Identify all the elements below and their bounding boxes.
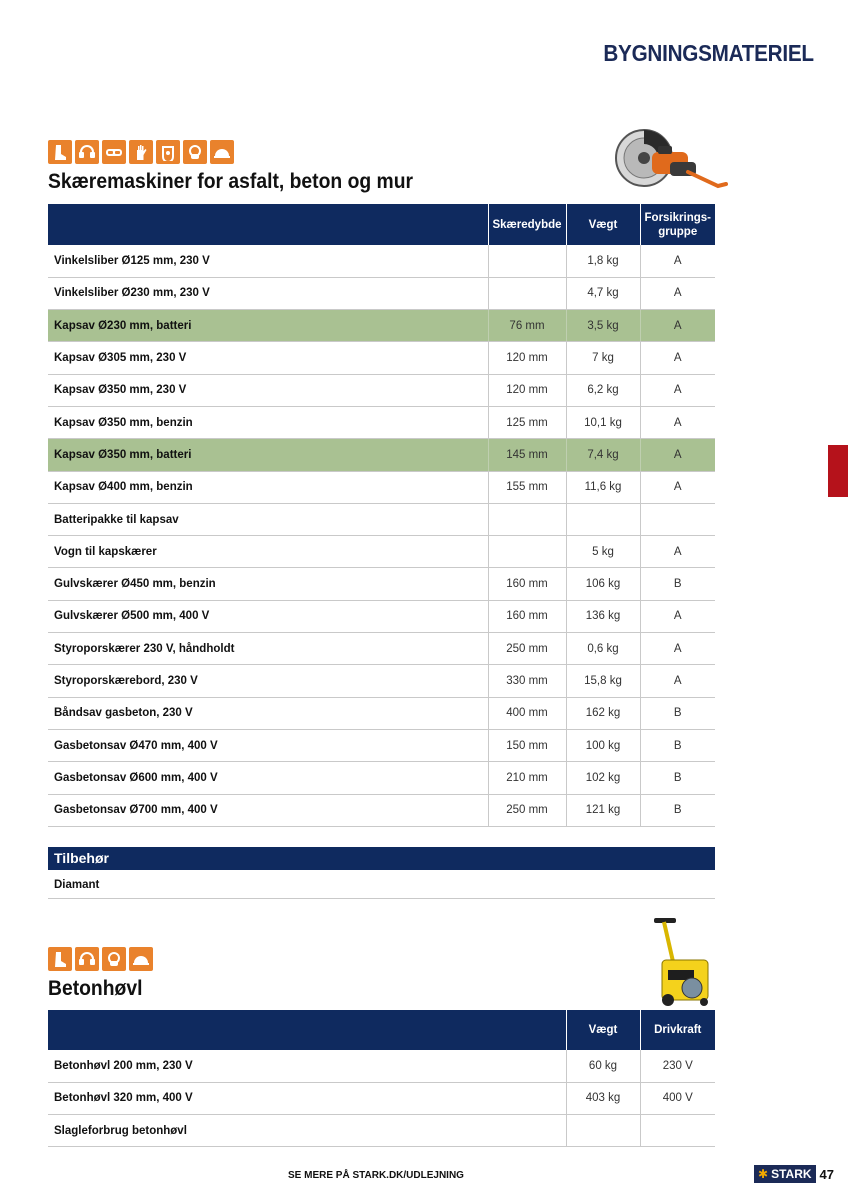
- header-cutting-depth: Skæredybde: [488, 204, 566, 245]
- table-row: [48, 1082, 715, 1114]
- table-row: [48, 633, 715, 665]
- product-name-cell: Batteripakke til kapsav: [48, 503, 488, 535]
- safety-icons-row: [48, 140, 234, 164]
- safety-icons-row-2: [48, 947, 153, 971]
- table-row: [48, 245, 715, 277]
- concrete-planer-table: [48, 1010, 715, 1147]
- cutting-depth-cell: 120 mm: [488, 374, 566, 406]
- insurance-group-cell: [640, 503, 715, 535]
- cutting-depth-cell: 250 mm: [488, 794, 566, 826]
- accessory-item: Diamant: [48, 871, 715, 899]
- table-row: [48, 536, 715, 568]
- weight-cell: 4,7 kg: [566, 277, 640, 309]
- insurance-group-cell: A: [640, 245, 715, 277]
- weight-cell: 11,6 kg: [566, 471, 640, 503]
- cutting-depth-cell: 400 mm: [488, 697, 566, 729]
- weight-cell: 5 kg: [566, 536, 640, 568]
- product-name-cell: Styroporskærebord, 230 V: [48, 665, 488, 697]
- cutting-depth-cell: 125 mm: [488, 406, 566, 438]
- respirator-icon: [102, 947, 126, 971]
- product-name-cell: Styroporskærer 230 V, håndholdt: [48, 633, 488, 665]
- boots-icon: [48, 947, 72, 971]
- weight-cell: 6,2 kg: [566, 374, 640, 406]
- cutting-depth-cell: 160 mm: [488, 600, 566, 632]
- insurance-group-cell: A: [640, 277, 715, 309]
- stark-star-icon: ✱: [758, 1167, 769, 1181]
- product-name-cell: Gasbetonsav Ø600 mm, 400 V: [48, 762, 488, 794]
- weight-cell: 15,8 kg: [566, 665, 640, 697]
- weight-cell: [566, 503, 640, 535]
- respirator-icon: [183, 140, 207, 164]
- table-row: [48, 439, 715, 471]
- weight-cell: 3,5 kg: [566, 310, 640, 342]
- insurance-group-cell: A: [640, 471, 715, 503]
- cutting-depth-cell: 155 mm: [488, 471, 566, 503]
- product-name-cell: Gasbetonsav Ø700 mm, 400 V: [48, 794, 488, 826]
- cutting-depth-cell: [488, 245, 566, 277]
- product-name-cell: Betonhøvl 320 mm, 400 V: [48, 1082, 566, 1114]
- weight-cell: 162 kg: [566, 697, 640, 729]
- cutting-depth-cell: 160 mm: [488, 568, 566, 600]
- insurance-group-cell: A: [640, 600, 715, 632]
- header-power: Drivkraft: [640, 1010, 715, 1050]
- product-name-cell: Vinkelsliber Ø125 mm, 230 V: [48, 245, 488, 277]
- table-row: [48, 374, 715, 406]
- cutting-depth-cell: [488, 503, 566, 535]
- boots-icon: [48, 140, 72, 164]
- table-row: [48, 503, 715, 535]
- table-row: [48, 406, 715, 438]
- weight-cell: 7 kg: [566, 342, 640, 374]
- cutting-depth-cell: [488, 277, 566, 309]
- product-name-cell: Kapsav Ø350 mm, benzin: [48, 406, 488, 438]
- table-row: [48, 665, 715, 697]
- insurance-group-cell: B: [640, 762, 715, 794]
- helmet-icon: [129, 947, 153, 971]
- weight-cell: [566, 1115, 640, 1147]
- insurance-group-cell: B: [640, 794, 715, 826]
- header-insurance-group-line1: Forsikrings-: [644, 211, 711, 224]
- cutting-depth-cell: 330 mm: [488, 665, 566, 697]
- weight-cell: 403 kg: [566, 1082, 640, 1114]
- table-row: [48, 697, 715, 729]
- header-product: [48, 204, 488, 245]
- insurance-group-cell: A: [640, 406, 715, 438]
- power-cell: 230 V: [640, 1050, 715, 1082]
- cutoff-saw-image: [614, 128, 730, 194]
- header-product-2: [48, 1010, 566, 1050]
- concrete-planer-image: [648, 916, 716, 1008]
- product-name-cell: Slagleforbrug betonhøvl: [48, 1115, 566, 1147]
- gloves-icon: [129, 140, 153, 164]
- product-name-cell: Gulvskærer Ø500 mm, 400 V: [48, 600, 488, 632]
- table-row: [48, 1050, 715, 1082]
- product-name-cell: Gasbetonsav Ø470 mm, 400 V: [48, 729, 488, 761]
- section-side-tab: [828, 445, 848, 497]
- header-weight-2: Vægt: [566, 1010, 640, 1050]
- weight-cell: 102 kg: [566, 762, 640, 794]
- product-name-cell: Betonhøvl 200 mm, 230 V: [48, 1050, 566, 1082]
- table-row: [48, 471, 715, 503]
- weight-cell: 7,4 kg: [566, 439, 640, 471]
- product-name-cell: Vinkelsliber Ø230 mm, 230 V: [48, 277, 488, 309]
- weight-cell: 0,6 kg: [566, 633, 640, 665]
- table-row: [48, 600, 715, 632]
- cutting-depth-cell: 76 mm: [488, 310, 566, 342]
- insurance-group-cell: A: [640, 374, 715, 406]
- weight-cell: 106 kg: [566, 568, 640, 600]
- cutting-depth-cell: 150 mm: [488, 729, 566, 761]
- product-name-cell: Båndsav gasbeton, 230 V: [48, 697, 488, 729]
- cutting-depth-cell: 120 mm: [488, 342, 566, 374]
- weight-cell: 100 kg: [566, 729, 640, 761]
- table-row: [48, 310, 715, 342]
- table-row: [48, 794, 715, 826]
- product-name-cell: Kapsav Ø350 mm, batteri: [48, 439, 488, 471]
- insurance-group-cell: A: [640, 536, 715, 568]
- insurance-group-cell: A: [640, 310, 715, 342]
- product-name-cell: Vogn til kapskærer: [48, 536, 488, 568]
- table-row: [48, 277, 715, 309]
- weight-cell: 60 kg: [566, 1050, 640, 1082]
- cutting-depth-cell: 250 mm: [488, 633, 566, 665]
- header-insurance-group: [640, 204, 715, 245]
- ear-protection-icon: [75, 140, 99, 164]
- header-insurance-group-line2: gruppe: [658, 225, 698, 238]
- weight-cell: 136 kg: [566, 600, 640, 632]
- page-header: BYGNINGSMATERIEL: [603, 40, 814, 66]
- ear-protection-icon: [75, 947, 99, 971]
- goggles-icon: [102, 140, 126, 164]
- cutting-depth-cell: 145 mm: [488, 439, 566, 471]
- power-cell: 400 V: [640, 1082, 715, 1114]
- stark-logo: [754, 1165, 816, 1183]
- product-name-cell: Kapsav Ø305 mm, 230 V: [48, 342, 488, 374]
- power-cell: [640, 1115, 715, 1147]
- insurance-group-cell: A: [640, 439, 715, 471]
- table-row: [48, 568, 715, 600]
- table-row: [48, 762, 715, 794]
- accessories-header: Tilbehør: [48, 847, 715, 870]
- helmet-icon: [210, 140, 234, 164]
- product-name-cell: Kapsav Ø400 mm, benzin: [48, 471, 488, 503]
- product-name-cell: Kapsav Ø350 mm, 230 V: [48, 374, 488, 406]
- insurance-group-cell: B: [640, 697, 715, 729]
- cutting-machines-table: [48, 204, 715, 827]
- insurance-group-cell: A: [640, 665, 715, 697]
- section-title-cutting-machines: Skæremaskiner for asfalt, beton og mur: [48, 170, 414, 193]
- table-row: [48, 342, 715, 374]
- footer-link[interactable]: SE MERE PÅ STARK.DK/UDLEJNING: [288, 1170, 464, 1181]
- weight-cell: 1,8 kg: [566, 245, 640, 277]
- table-row: [48, 1115, 715, 1147]
- product-name-cell: Gulvskærer Ø450 mm, benzin: [48, 568, 488, 600]
- face-shield-icon: [156, 140, 180, 164]
- insurance-group-cell: A: [640, 633, 715, 665]
- weight-cell: 10,1 kg: [566, 406, 640, 438]
- section-title-concrete-planer: Betonhøvl: [48, 977, 143, 1000]
- footer-brand: [754, 1165, 834, 1183]
- insurance-group-cell: A: [640, 342, 715, 374]
- table-row: [48, 729, 715, 761]
- page-number: 47: [819, 1166, 834, 1182]
- weight-cell: 121 kg: [566, 794, 640, 826]
- insurance-group-cell: B: [640, 729, 715, 761]
- cutting-depth-cell: 210 mm: [488, 762, 566, 794]
- cutting-depth-cell: [488, 536, 566, 568]
- stark-logo-text: STARK: [771, 1167, 812, 1181]
- product-name-cell: Kapsav Ø230 mm, batteri: [48, 310, 488, 342]
- insurance-group-cell: B: [640, 568, 715, 600]
- header-weight: Vægt: [566, 204, 640, 245]
